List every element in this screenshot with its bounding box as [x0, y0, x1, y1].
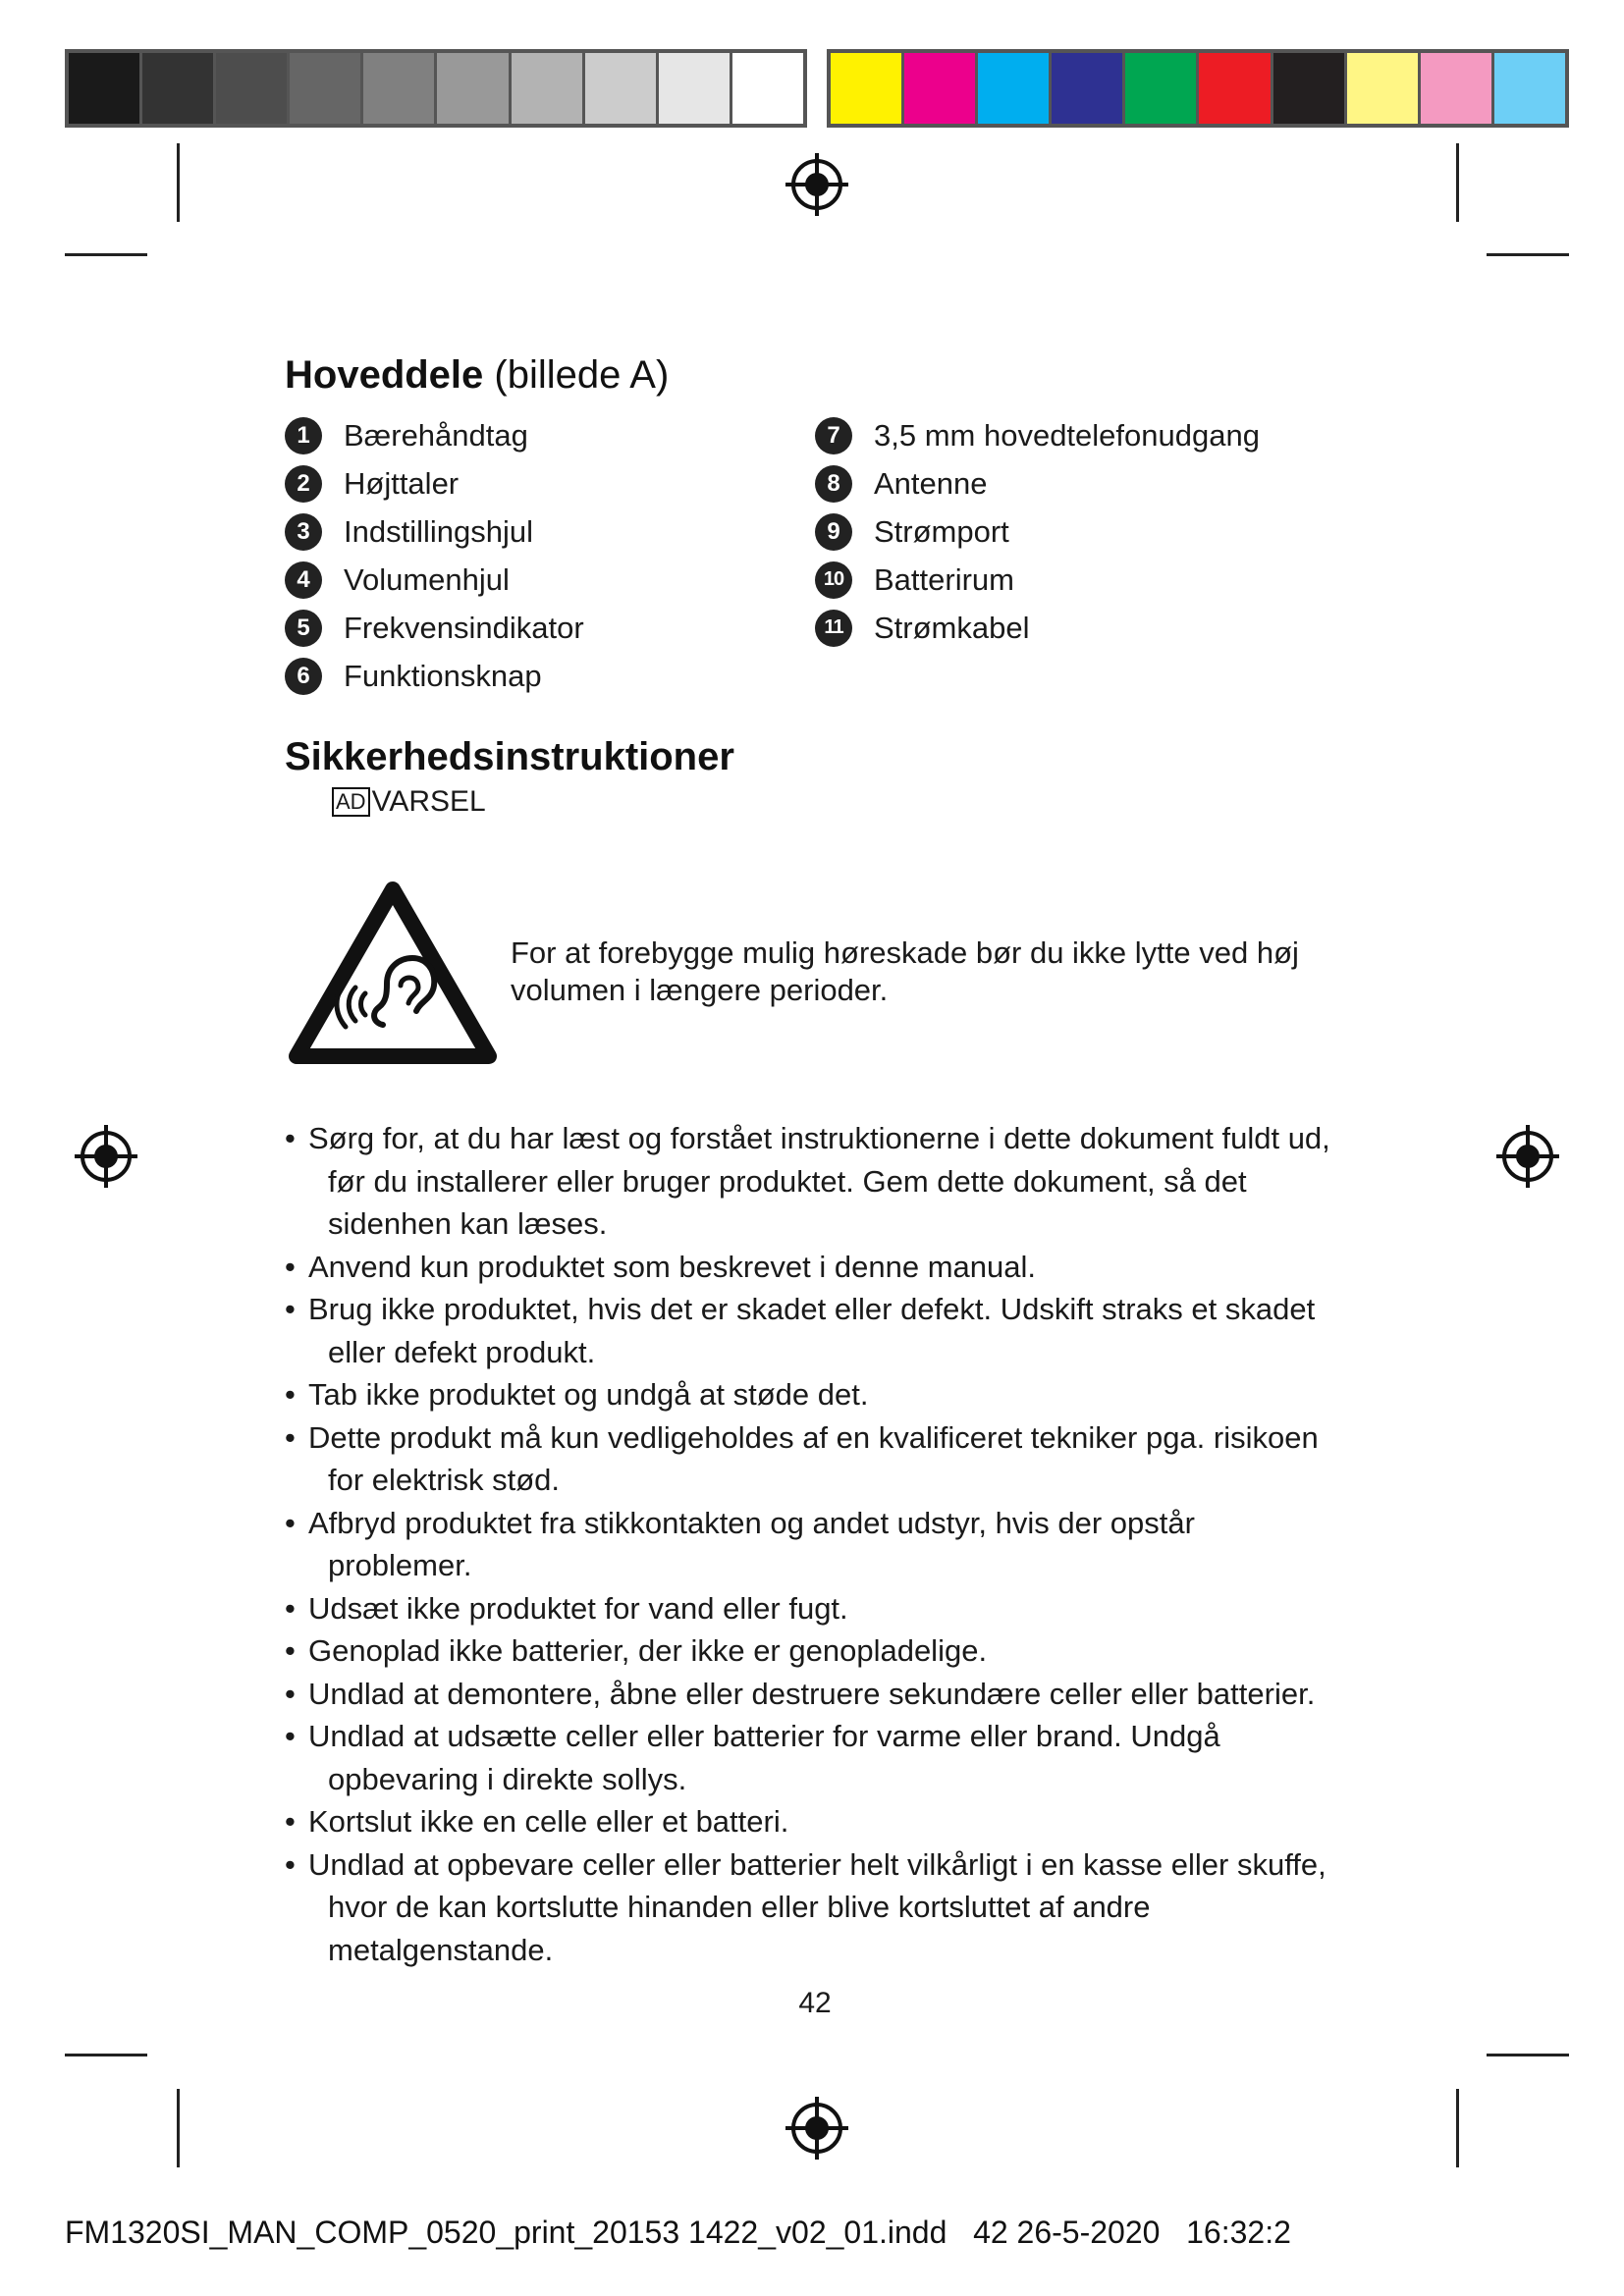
safety-rule	[285, 1502, 1355, 1587]
hearing-warning	[285, 878, 1345, 1066]
part-label: Strømkabel	[874, 610, 1030, 645]
safety-rule-text: Kortslut ikke en celle eller et batteri.	[308, 1804, 789, 1839]
part-label: Batterirum	[874, 561, 1014, 597]
crop-mark	[1456, 143, 1459, 222]
safety-rule	[285, 1843, 1355, 1972]
safety-rules-list	[285, 1117, 1355, 1971]
safety-rule	[285, 1629, 1355, 1673]
safety-rule	[285, 1373, 1355, 1416]
part-item	[815, 604, 1345, 652]
part-number-badge: 6	[285, 658, 322, 695]
safety-rule-continuation: metalgenstande.	[328, 1932, 554, 1967]
part-item	[815, 507, 1345, 556]
color-swatch	[1052, 53, 1125, 124]
safety-rule-text: Udsæt ikke produktet for vand eller fugt.	[308, 1590, 848, 1626]
part-item	[285, 459, 815, 507]
color-swatch	[831, 53, 904, 124]
main-parts-title: Hoveddele	[285, 353, 484, 397]
color-swatch	[216, 53, 290, 124]
safety-rule-continuation: for elektrisk stød.	[328, 1463, 560, 1497]
part-number-badge: 5	[285, 610, 322, 647]
part-item	[285, 507, 815, 556]
part-label: Antenne	[874, 465, 988, 501]
color-swatch	[512, 53, 585, 124]
page-number: 42	[798, 1987, 832, 2019]
safety-heading: Sikkerhedsinstruktioner	[285, 735, 734, 778]
warning-label-prefix: AD	[332, 787, 370, 817]
crop-mark	[65, 2054, 147, 2056]
color-swatch	[1347, 53, 1421, 124]
color-swatch	[659, 53, 732, 124]
part-item	[285, 652, 815, 700]
parts-list	[285, 411, 1345, 700]
crop-mark	[1456, 2089, 1459, 2167]
part-number-badge: 1	[285, 417, 322, 454]
color-swatch	[142, 53, 216, 124]
safety-rule-continuation: hvor de kan kortslutte hinanden eller blive kortsluttet af andre	[328, 1890, 1151, 1924]
safety-rule	[285, 1288, 1355, 1373]
color-swatch	[1421, 53, 1494, 124]
color-swatch	[585, 53, 659, 124]
color-swatch	[363, 53, 437, 124]
part-item	[815, 411, 1345, 459]
part-item	[285, 604, 815, 652]
part-label: Volumenhjul	[344, 561, 510, 597]
page-content	[285, 353, 1345, 1971]
safety-rule	[285, 1800, 1355, 1843]
crop-mark	[1487, 2054, 1569, 2056]
gray-calibration-bar	[65, 49, 807, 128]
part-label: Funktionsknap	[344, 658, 542, 693]
safety-rule-text: Undlad at demontere, åbne eller destruere sekundære celler eller batterier.	[308, 1676, 1316, 1711]
registration-mark-icon	[782, 2093, 852, 2163]
color-swatch	[290, 53, 363, 124]
safety-rule	[285, 1715, 1355, 1800]
part-number-badge: 11	[815, 610, 852, 647]
safety-rule-text: Brug ikke produktet, hvis det er skadet eller defekt. Udskift straks et skadet	[308, 1292, 1316, 1326]
color-swatch	[904, 53, 978, 124]
hearing-warning-text: For at forebygge mulig høreskade bør du ikke lytte ved høj volumen i længere perioder.	[511, 935, 1299, 1007]
safety-rule-text: Anvend kun produktet som beskrevet i denne manual.	[308, 1249, 1037, 1284]
part-item	[285, 411, 815, 459]
safety-rule-continuation: opbevaring i direkte sollys.	[328, 1761, 687, 1796]
parts-column-right	[815, 411, 1345, 700]
crop-mark	[65, 253, 147, 256]
safety-rule-continuation: sidenhen kan læses.	[328, 1206, 608, 1241]
safety-rule-text: Sørg for, at du har læst og forstået instruktionerne i dette dokument fuldt ud,	[308, 1121, 1330, 1155]
warning-label	[332, 785, 1345, 819]
part-item	[815, 459, 1345, 507]
part-label: Frekvensindikator	[344, 610, 584, 645]
safety-rule-text: Tab ikke produktet og undgå at støde det.	[308, 1377, 869, 1412]
print-footer: FM1320SI_MAN_COMP_0520_print_20153 1422_v02_01.indd 42 26-5-2020 16:32:2	[65, 2215, 1291, 2250]
crop-mark	[177, 143, 180, 222]
safety-rule	[285, 1246, 1355, 1289]
safety-rule	[285, 1587, 1355, 1630]
part-item	[815, 556, 1345, 604]
color-swatch	[1199, 53, 1272, 124]
color-swatch	[69, 53, 142, 124]
part-label: 3,5 mm hovedtelefonudgang	[874, 417, 1260, 453]
color-swatch	[437, 53, 511, 124]
part-item	[285, 556, 815, 604]
color-swatch	[1125, 53, 1199, 124]
safety-rule-text: Genoplad ikke batterier, der ikke er genopladelige.	[308, 1633, 988, 1668]
safety-rule-continuation: problemer.	[328, 1548, 472, 1582]
safety-rule	[285, 1117, 1355, 1246]
registration-mark-icon	[782, 149, 852, 220]
safety-rule-text: Undlad at udsætte celler eller batterier for varme eller brand. Undgå	[308, 1719, 1220, 1753]
part-number-badge: 8	[815, 465, 852, 503]
part-number-badge: 3	[285, 513, 322, 551]
safety-rule-continuation: eller defekt produkt.	[328, 1334, 596, 1369]
parts-column-left	[285, 411, 815, 700]
safety-rule-text: Dette produkt må kun vedligeholdes af en kvalificeret tekniker pga. risikoen	[308, 1419, 1319, 1455]
color-swatch	[978, 53, 1052, 124]
main-parts-subtitle: (billede A)	[494, 353, 670, 397]
crop-mark	[1487, 253, 1569, 256]
safety-rule-text: Undlad at opbevare celler eller batterier helt vilkårligt i en kasse eller skuffe,	[308, 1846, 1326, 1882]
safety-rule-text: Afbryd produktet fra stikkontakten og andet udstyr, hvis der opstår	[308, 1505, 1195, 1540]
part-number-badge: 10	[815, 561, 852, 599]
crop-mark	[177, 2089, 180, 2167]
registration-mark-icon	[1492, 1121, 1563, 1192]
part-number-badge: 2	[285, 465, 322, 503]
warning-label-suffix: VARSEL	[371, 785, 486, 818]
main-parts-heading	[285, 353, 1345, 398]
safety-rule	[285, 1673, 1355, 1716]
registration-mark-icon	[71, 1121, 141, 1192]
color-swatch	[1273, 53, 1347, 124]
color-calibration-bar	[827, 49, 1569, 128]
part-number-badge: 9	[815, 513, 852, 551]
part-number-badge: 4	[285, 561, 322, 599]
hearing-damage-warning-icon	[285, 878, 501, 1066]
part-label: Højttaler	[344, 465, 460, 501]
part-number-badge: 7	[815, 417, 852, 454]
color-swatch	[1494, 53, 1565, 124]
part-label: Indstillingshjul	[344, 513, 533, 549]
part-label: Strømport	[874, 513, 1009, 549]
color-swatch	[732, 53, 803, 124]
safety-rule	[285, 1416, 1355, 1502]
safety-rule-continuation: før du installerer eller bruger produktet. Gem dette dokument, så det	[328, 1163, 1247, 1199]
part-label: Bærehåndtag	[344, 417, 528, 453]
